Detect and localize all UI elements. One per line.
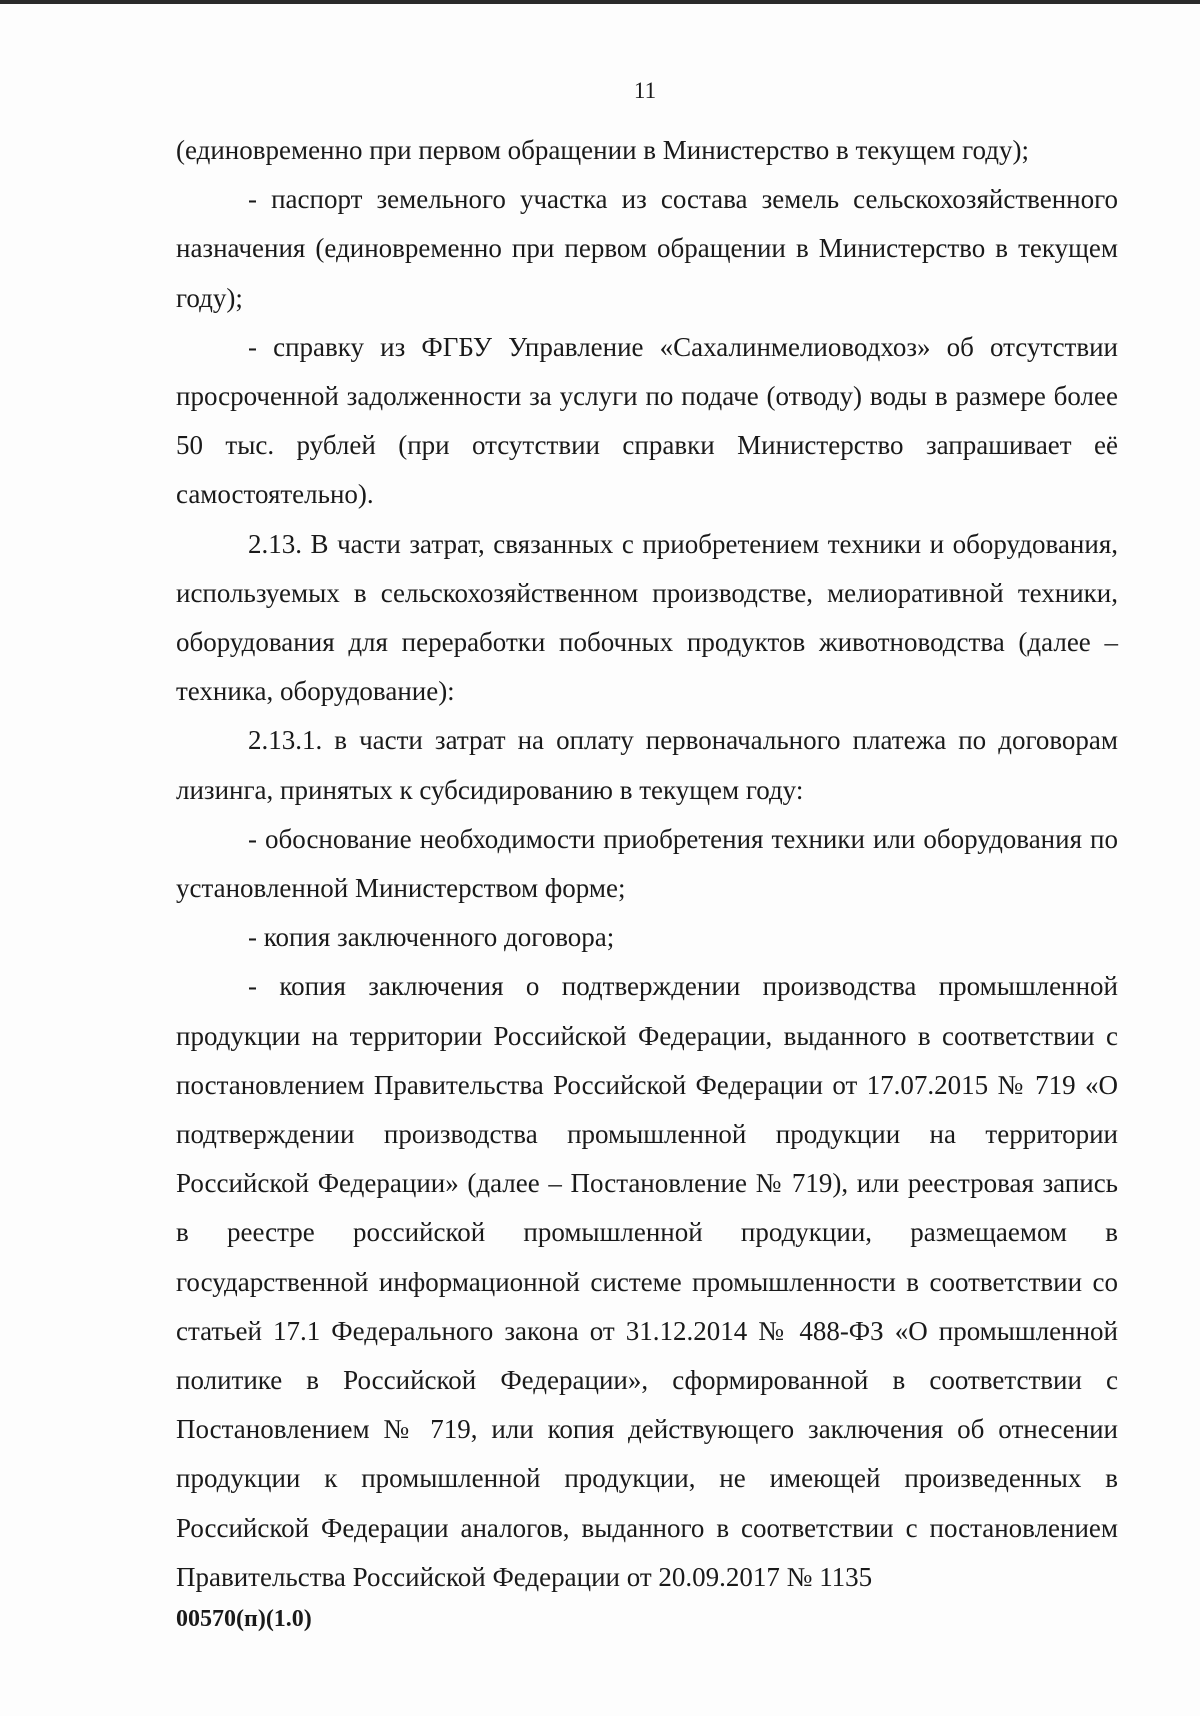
paragraph-section-2-13-1: 2.13.1. в части затрат на оплату первоначального платежа по договорам лизинга, принятых к субсидированию в текущем году: bbox=[176, 725, 1118, 805]
paragraph-conclusion-copy: - копия заключения о подтверждении производства промышленной продукции на территории Российской Федерации, выданного в соответствии с постановлением Правительства Российской Федерации от 17.07.2015 № 719 «О подтверждении производства промышленной продукции на территории Российской Федерации» (далее – Постановление № 719), или реестровая запись в реестре российской промышленной продукции, размещаемом в государственной информационной системе промышленности в соответствии со статьей 17.1 Федерального закона от 31.12.2014 № 488-ФЗ «О промышленной политике в Российской Федерации», сформированной в соответствии с Постановлением № 719, или копия действующего заключения об отнесении продукции к промышленной продукции, не имеющей произведенных в Российской Федерации аналогов, выданного в соответствии с постановлением Правительства Российской Федерации от 20.09.2017 № 1135 bbox=[176, 971, 1118, 1592]
scan-top-edge bbox=[0, 0, 1200, 4]
paragraph-reference-sakhalin: - справку из ФГБУ Управление «Сахалинмелиоводхоз» об отсутствии просроченной задолженности за услуги по подаче (отводу) воды в размере более 50 тыс. рублей (при отсутствии справки Министерство запрашивает её самостоятельно). bbox=[176, 331, 1118, 510]
document-body bbox=[176, 126, 1118, 1602]
paragraph-justification: - обоснование необходимости приобретения техники или оборудования по установленной Министерством форме; bbox=[176, 823, 1118, 904]
paragraph-contract-copy: - копия заключенного договора; bbox=[248, 922, 615, 953]
paragraph-section-2-13: 2.13. В части затрат, связанных с приобретением техники и оборудования, используемых в сельскохозяйственном производстве, мелиоративной техники, оборудования для переработки побочных продуктов животноводства (далее – техника, оборудование): bbox=[176, 528, 1118, 707]
paragraph-land-passport: - паспорт земельного участка из состава земель сельскохозяйственного назначения (единовременно при первом обращении в Министерство в текущем году); bbox=[176, 184, 1118, 313]
document-code: 00570(п)(1.0) bbox=[176, 1606, 312, 1632]
page-number: 11 bbox=[633, 78, 657, 103]
paragraph-continuation: (единовременно при первом обращении в Министерство в текущем году); bbox=[176, 135, 1029, 165]
